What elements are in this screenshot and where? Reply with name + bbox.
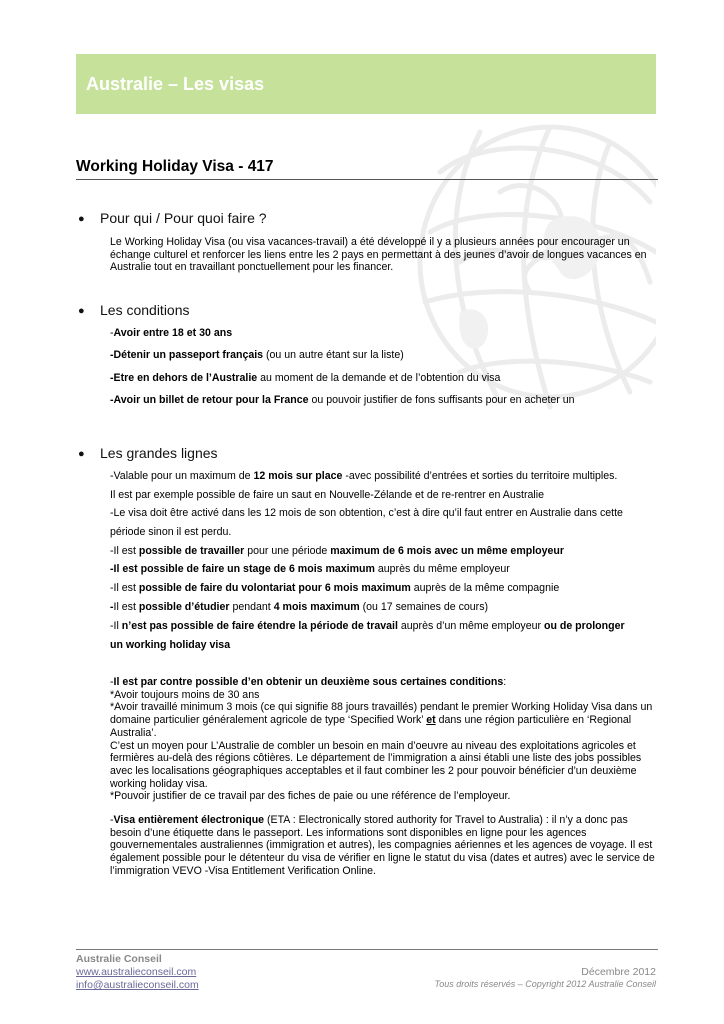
ligne-no-extension-1: -Il n’est pas possible de faire étendre la période de travail auprès d’un même employeur ou de prolonger (110, 620, 625, 632)
condition-passport: -Détenir un passeport français (ou un autre étant sur la liste) (110, 349, 404, 361)
footer-email-link[interactable]: info@australieconseil.com (76, 979, 199, 991)
footer-company: Australie Conseil (76, 953, 162, 965)
second-visa-age: *Avoir toujours moins de 30 ans (110, 688, 260, 701)
second-visa-work: *Avoir travaillé minimum 3 mois (ce qui signifie 88 jours travaillés) pendant le premier Working Holiday Visa dans un domaine particulier généralement agricole de type ‘Specified Work’ et dans une région particulière en ‘Regional Australia’. (110, 701, 653, 739)
ligne-no-extension-2: un working holiday visa (110, 639, 231, 651)
footer-divider (76, 949, 658, 950)
bullet-heading-pour-qui: ● Pour qui / Pour quoi faire ? (78, 210, 267, 226)
eta-paragraph: -Visa entièrement électronique (ETA : Electronically stored authority for Travel to Australia) : il n’y a donc pas besoin d’une étiquette dans le passeport. Les informations sont disponibles en ligne pour les agences gouvernementales australiennes (immigration et autres), les compagnies aériennes et les agences de voyage. Il est également possible pour le détenteur du visa de vérifier en ligne le statut du visa (dates et autres) avec le service de l’immigration VEVO -Visa Entitlement Verification Online. (110, 814, 655, 877)
footer-website-link[interactable]: www.australieconseil.com (76, 966, 197, 978)
second-visa-explanation: C’est un moyen pour L’Australie de combler un besoin en main d’oeuvre au niveau des exploitations agricoles et fermières au-delà des régions côtières. Le département de l’immigration a ainsi établi une liste des jobs possibles avec les localisations géographiques acceptables et il faut combiner les 2 pour pouvoir bénéficier d’un deuxième working holiday visa. (110, 739, 642, 790)
ligne-volunteer: -Il est possible de faire du volontariat pour 6 mois maximum auprès de la même compagnie (110, 582, 560, 594)
condition-return-ticket: -Avoir un billet de retour pour la France ou pouvoir justifier de fons suffisants pour en acheter un (110, 394, 575, 406)
bullet-icon: ● (78, 305, 85, 317)
bullet-heading-conditions: ● Les conditions (78, 302, 190, 318)
second-visa-block (110, 676, 658, 803)
pour-qui-paragraph: Le Working Holiday Visa (ou visa vacances-travail) a été développé il y a plusieurs années pour encourager un échange culturel et renforcer les liens entre les 2 pays en permettant à des jeunes d’avoir de longues vacances en Australie tout en travaillant ponctuellement pour les financer. (110, 236, 647, 274)
page-title: Australie – Les visas (86, 74, 265, 94)
second-visa-proof: *Pouvoir justifier de ce travail par des fiches de paie ou une référence de l’employeur. (110, 790, 511, 803)
ligne-study: -Il est possible d’étudier pendant 4 mois maximum (ou 17 semaines de cours) (110, 601, 489, 613)
ligne-internship: -Il est possible de faire un stage de 6 mois maximum auprès du même employeur (110, 563, 510, 575)
bullet-icon: ● (78, 448, 85, 460)
bullet-icon: ● (78, 213, 85, 225)
ligne-example: Il est par exemple possible de faire un saut en Nouvelle-Zélande et de re-rentrer en Australie (110, 489, 544, 501)
ligne-work: -Il est possible de travailler pour une période maximum de 6 mois avec un même employeur (110, 545, 564, 557)
footer-copyright: Tous droits réservés – Copyright 2012 Australie Conseil (434, 979, 656, 989)
footer-date: Décembre 2012 (581, 966, 656, 978)
condition-age: -Avoir entre 18 et 30 ans (110, 327, 233, 339)
second-visa-heading: -Il est par contre possible d’en obtenir un deuxième sous certaines conditions: (110, 676, 507, 688)
ligne-validity: -Valable pour un maximum de 12 mois sur place -avec possibilité d’entrées et sorties du territoire multiples. (110, 470, 618, 482)
section-title: Working Holiday Visa - 417 (76, 158, 658, 180)
condition-outside-australia: -Etre en dehors de l’Australie au moment de la demande et de l’obtention du visa (110, 372, 501, 384)
ligne-activation-1: -Le visa doit être activé dans les 12 mois de son obtention, c’est à dire qu’il faut entrer en Australie dans cette (110, 507, 623, 519)
ligne-activation-2: période sinon il est perdu. (110, 526, 232, 538)
header-banner (76, 54, 656, 114)
bullet-heading-grandes-lignes: ● Les grandes lignes (78, 445, 218, 461)
